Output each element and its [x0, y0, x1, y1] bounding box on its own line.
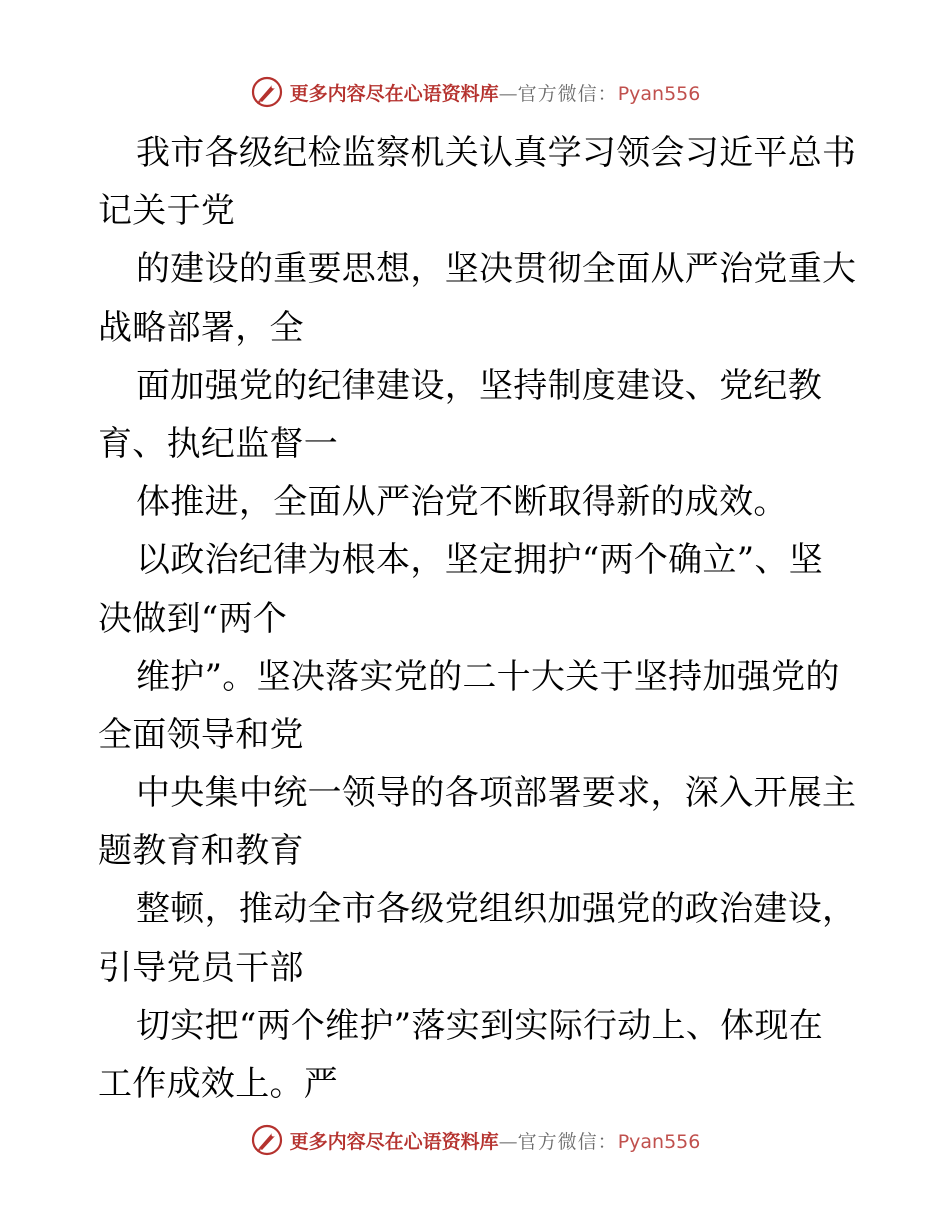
banner-site-text: 更多内容尽在心语资料库 [289, 82, 499, 105]
body-line: 记关于党 [98, 191, 236, 232]
body-line: 题教育和教育 [98, 831, 304, 872]
banner-site-text: 更多内容尽在心语资料库 [289, 1130, 499, 1153]
header-banner-content [250, 75, 701, 109]
footer-banner-content [250, 1123, 701, 1157]
body-line: 整顿，推动全市各级党组织加强党的政治建设， [136, 889, 857, 930]
body-line: 体推进，全面从严治党不断取得新的成效。 [136, 482, 788, 523]
body-line: 中央集中统一领导的各项部署要求，深入开展主 [136, 773, 857, 814]
body-line: 切实把“两个维护”落实到实际行动上、体现在 [136, 1005, 824, 1046]
header-banner [0, 70, 950, 114]
banner-wechat-label: 官方微信： [517, 1130, 618, 1153]
banner-dash: — [498, 82, 518, 105]
document-body [98, 124, 858, 1113]
header-banner-text [290, 79, 701, 106]
pen-logo-icon [250, 75, 284, 109]
body-line: 工作成效上。严 [98, 1064, 339, 1104]
body-line: 的建设的重要思想，坚决贯彻全面从严治党重大 [136, 249, 857, 290]
banner-account: Pyan556 [617, 1130, 701, 1153]
footer-banner-text [290, 1127, 701, 1154]
body-line: 面加强党的纪律建设，坚持制度建设、党纪教 [136, 365, 822, 406]
banner-dash: — [498, 1130, 518, 1153]
body-line: 我市各级纪检监察机关认真学习领会习近平总书 [136, 133, 857, 173]
body-line: 育、执纪监督一 [98, 423, 339, 464]
footer-banner [0, 1118, 950, 1162]
body-line: 引导党员干部 [98, 947, 304, 988]
banner-wechat-label: 官方微信： [517, 82, 618, 105]
pen-logo-icon [250, 1123, 284, 1157]
body-line: 决做到“两个 [98, 598, 288, 639]
body-line: 战略部署，全 [98, 307, 304, 348]
body-line: 维护”。坚决落实党的二十大关于坚持加强党的 [136, 656, 840, 697]
body-line: 全面领导和党 [98, 714, 304, 755]
body-line: 以政治纪律为根本，坚定拥护“两个确立”、坚 [136, 540, 824, 581]
banner-account: Pyan556 [617, 82, 701, 105]
